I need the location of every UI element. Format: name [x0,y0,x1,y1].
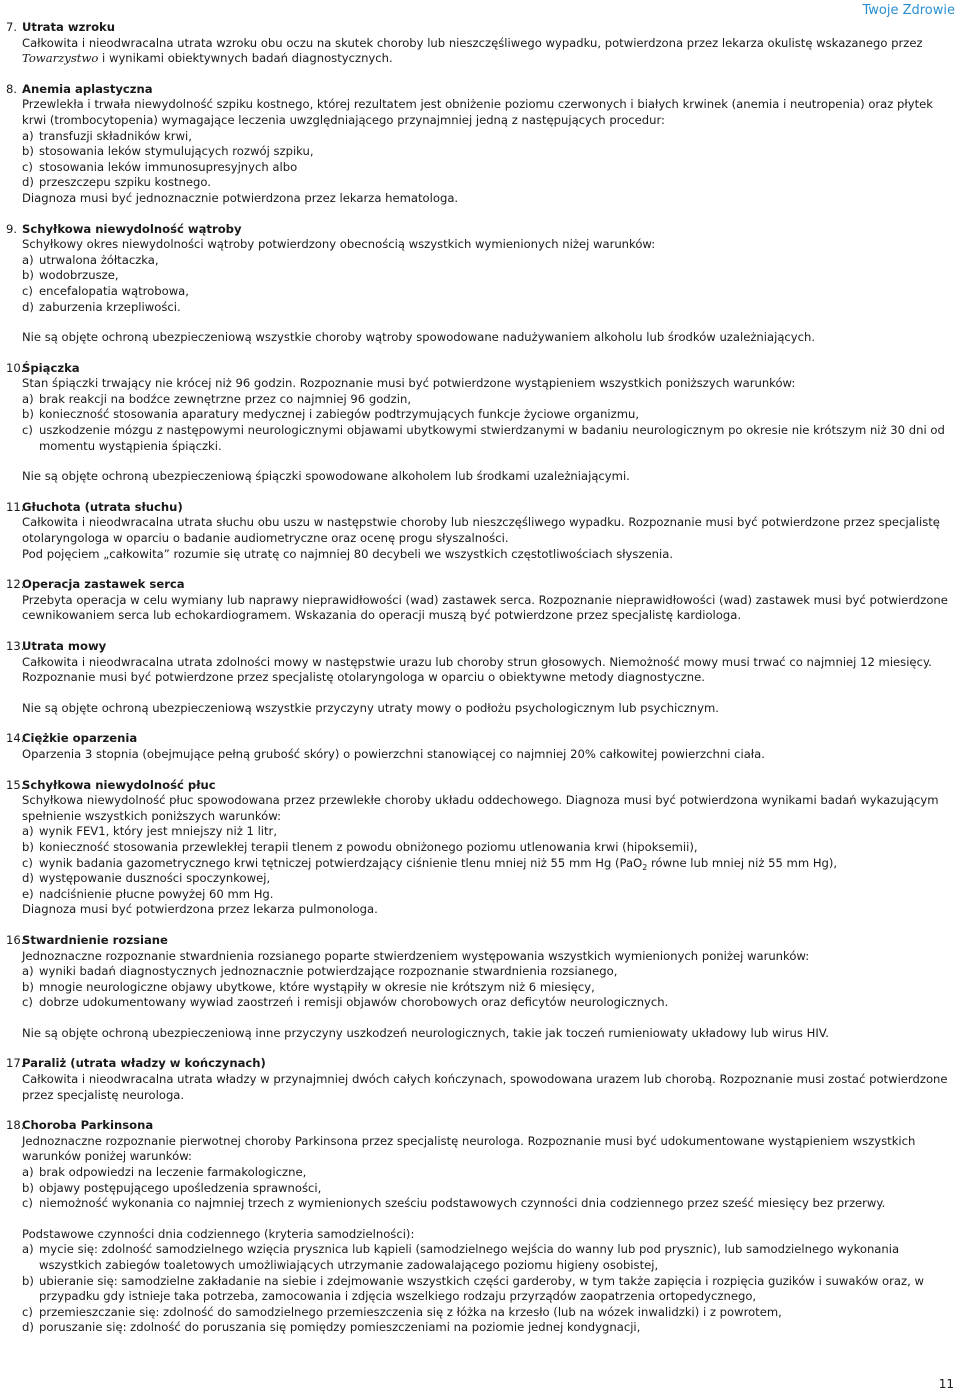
subsection-intro: Podstawowe czynności dnia codziennego (kryteria samodzielności): [22,1226,415,1241]
section-intro: Stan śpiączki trwający nie krócej niż 96 godzin. Rozpoznanie musi być potwierdzone wystąpieniem wszystkich poniższych warunków: [22,376,796,391]
list-label: a) [22,964,34,979]
section-text: Całkowita i nieodwracalna utrata władzy w przynajmniej dwóch całych kończynach, spowodowana urazem lub chorobą. Rozpoznanie musi zostać potwierdzone przez specjalistę neurologa. [22,1072,948,1102]
list-text: stosowania leków immunosupresyjnych albo [39,159,298,174]
list-text: wynik badania gazometrycznego krwi tętniczej potwierdzający ciśnienie tlenu mniej niż 55 mm Hg (PaO [39,855,643,870]
list-text: niemożność wykonania co najmniej trzech z wymienionych sześciu podstawowych czynności dnia codziennego przez sześć miesięcy bez przerwy. [39,1196,886,1211]
list-text: wynik FEV1, który jest mniejszy niż 1 litr, [39,824,278,839]
list-text: dobrze udokumentowany wywiad zaostrzeń i remisji objawów chorobowych oraz deficytów neurologicznych. [39,995,669,1010]
list-text: objawy postępującego upośledzenia sprawności, [39,1180,322,1195]
list-text: poruszanie się: zdolność do poruszania się pomiędzy pomieszczeniami na poziomie jednej kondygnacji, [39,1320,641,1335]
section-text [22,36,956,67]
list-label: c) [22,1196,33,1211]
section-title: Operacja zastawek serca [22,577,185,592]
list-label: d) [22,299,34,314]
list-text: konieczność stosowania aparatury medycznej i zabiegów podtrzymujących funkcje życiowe organizmu, [39,407,640,422]
list-text: brak odpowiedzi na leczenie farmakologiczne, [39,1165,307,1180]
list-label: c) [22,1304,33,1319]
list-item [22,407,956,423]
section-outro: Diagnoza musi być jednoznacznie potwierdzona przez lekarza hematologa. [22,190,459,205]
list-label: b) [22,979,34,994]
section-10 [6,361,956,485]
section-title: Paraliż (utrata władzy w kończynach) [22,1056,266,1071]
exclusion-note: Nie są objęte ochroną ubezpieczeniową śpiączki spowodowane alkoholem lub środkami uzależniającymi. [22,469,630,484]
list-text: przeszczepu szpiku kostnego. [39,175,211,190]
list-text: równe lub mniej niż 55 mm Hg), [647,855,838,870]
section-number: 15. [6,777,25,792]
list-label: e) [22,886,34,901]
list-item [22,980,956,996]
brand-header: Twoje Zdrowie [862,3,955,18]
section-title: Stwardnienie rozsiane [22,932,168,947]
list-item [22,1274,956,1305]
section-text: Pod pojęciem „całkowita” rozumie się utratę co najmniej 80 decybeli we wszystkich częstotliwościach słyszenia. [22,546,674,561]
list-item [22,871,956,887]
text-part: Całkowita i nieodwracalna utrata wzroku obu oczu na skutek choroby lub nieszczęśliwego wypadku, potwierdzona przez lekarza okulistę wskazanego przez [22,35,923,50]
section-12 [6,577,956,624]
list-label: a) [22,824,34,839]
list-text: wodobrzusze, [39,268,119,283]
list-label: d) [22,175,34,190]
list-label: c) [22,423,33,438]
section-8 [6,82,956,207]
section-title: Utrata mowy [22,639,107,653]
section-15 [6,778,956,918]
list-text: uszkodzenie mózgu z następowymi neurologicznymi objawami ubytkowymi stwierdzanymi w badaniu neurologicznym po okresie nie krótszym niż 30 dni od momentu wystąpienia śpiączki. [39,423,945,453]
section-16 [6,933,956,1042]
list-item [22,284,956,300]
section-14 [6,731,956,762]
list-item [22,392,956,408]
list-item [22,144,956,160]
list-label: c) [22,159,33,174]
list-label: a) [22,391,34,406]
section-intro: Przewlekła i trwała niewydolność szpiku kostnego, której rezultatem jest obniżenie poziomu czerwonych i białych krwinek (anemia i neutropenia) oraz płytek krwi (trombocytopenia) wymagające leczenia uwzględniającego przynajmniej jedną z następujących procedur: [22,97,933,127]
section-number: 10. [6,360,25,375]
list-text: transfuzji składników krwi, [39,128,192,143]
list-item [22,856,956,872]
section-text: Całkowita i nieodwracalna utrata zdolności mowy w następstwie urazu lub choroby strun głosowych. Niemożność mowy musi trwać co najmniej 12 miesięcy. Rozpoznanie musi być potwierdzone przez specjalistę otolaryngologa w oparciu o obiektywne metody diagnostyczne. [22,654,932,685]
subscript: 2 [642,862,648,872]
section-title: Schyłkowa niewydolność płuc [22,777,216,792]
section-title: Schyłkowa niewydolność wątroby [22,221,242,236]
section-number: 11. [6,499,25,514]
section-title: Głuchota (utrata słuchu) [22,499,183,514]
list-label: c) [22,855,33,870]
list-label: a) [22,1165,34,1180]
list-item [22,840,956,856]
list-item [22,423,956,454]
section-number: 8. [6,81,18,96]
list-item [22,824,956,840]
exclusion-note: Nie są objęte ochroną ubezpieczeniową wszystkie choroby wątroby spowodowane nadużywaniem alkoholu lub środków uzależniających. [22,330,816,345]
company-name: Towarzystwo [22,51,99,66]
list-item [22,1181,956,1197]
section-number: 7. [6,20,18,34]
list-text: ubieranie się: samodzielne zakładanie na siebie i zdejmowanie wszystkich części garderoby, w tym także zapięcia i rozpięcia guzików i suwaków oraz, w przypadku gdy istnieje taka potrzeba, zamocowania i zdjęcia wszelkiego rodzaju przyrządów zaopatrzenia ortopedycznego, [39,1273,924,1304]
section-7 [6,20,956,67]
list-label: b) [22,407,34,422]
page-number: 11 [938,1377,954,1391]
section-number: 18. [6,1118,25,1133]
exclusion-note: Nie są objęte ochroną ubezpieczeniową inne przyczyny uszkodzeń neurologicznych, takie jak toczeń rumieniowaty układowy lub wirus HIV. [22,1025,829,1040]
section-number: 17. [6,1056,25,1071]
list-text: brak reakcji na bodźce zewnętrzne przez co najmniej 96 godzin, [39,391,412,406]
list-text: stosowania leków stymulujących rozwój szpiku, [39,144,314,159]
section-title: Utrata wzroku [22,20,116,34]
section-number: 9. [6,221,18,236]
section-number: 13. [6,639,25,653]
list-text: zaburzenia krzepliwości. [39,299,181,314]
list-text: konieczność stosowania przewlekłej terapii tlenem z powodu obniżonego poziomu utlenowania krwi (hipoksemii), [39,839,698,854]
list-item [22,1305,956,1321]
section-13 [6,639,956,716]
list-item [22,1165,956,1181]
list-text: mnogie neurologiczne objawy ubytkowe, które wystąpiły w okresie nie krótszym niż 6 miesięcy, [39,979,595,994]
list-label: c) [22,995,33,1010]
list-item [22,268,956,284]
list-item [22,160,956,176]
list-item [22,253,956,269]
list-label: a) [22,1242,34,1257]
section-text: Przebyta operacja w celu wymiany lub naprawy nieprawidłowości (wad) zastawek serca. Rozpoznanie nieprawidłowości (wad) zastawek musi być potwierdzone cewnikowaniem serca lub echokardiogramem. Wskazania do operacji muszą być potwierdzone przez specjalistę kardiologa. [22,592,948,623]
list-label: c) [22,283,33,298]
section-title: Ciężkie oparzenia [22,731,138,746]
list-item [22,1320,956,1336]
list-text: występowanie duszności spoczynkowej, [39,871,271,886]
text-part: i wynikami obiektywnych badań diagnostycznych. [98,51,393,66]
section-number: 14. [6,731,25,746]
list-item [22,300,956,316]
section-18 [6,1118,956,1336]
section-title: Choroba Parkinsona [22,1118,154,1133]
list-label: b) [22,839,34,854]
list-text: przemieszczanie się: zdolność do samodzielnego przemieszczenia się z łóżka na krzesło (lub na wózek inwalidzki) i z powrotem, [39,1304,782,1319]
section-outro: Diagnoza musi być potwierdzona przez lekarza pulmonologa. [22,902,378,917]
list-text: encefalopatia wątrobowa, [39,283,189,298]
list-text: wyniki badań diagnostycznych jednoznacznie potwierdzające rozpoznanie stwardnienia rozsianego, [39,964,618,979]
exclusion-note: Nie są objęte ochroną ubezpieczeniową wszystkie przyczyny utraty mowy o podłożu psychologicznym lub psychicznym. [22,700,719,715]
list-label: b) [22,1273,34,1288]
section-number: 12. [6,577,25,592]
list-item [22,1242,956,1273]
list-item [22,995,956,1011]
list-label: b) [22,1180,34,1195]
list-label: b) [22,144,34,159]
list-label: a) [22,128,34,143]
section-title: Śpiączka [22,360,80,375]
list-item [22,1196,956,1212]
section-intro: Schyłkowa niewydolność płuc spowodowana przez przewlekłe choroby układu oddechowego. Diagnoza musi być potwierdzona wynikami badań wykazującym spełnienie wszystkich poniższych warunków: [22,793,939,823]
list-text: nadciśnienie płucne powyżej 60 mm Hg. [39,886,274,901]
list-item [22,129,956,145]
section-9 [6,222,956,346]
list-text: utrwalona żółtaczka, [39,252,159,267]
document-body [6,20,956,1351]
list-label: b) [22,268,34,283]
section-title: Anemia aplastyczna [22,81,153,96]
section-intro: Schyłkowy okres niewydolności wątroby potwierdzony obecnością wszystkich wymienionych niżej warunków: [22,237,656,252]
list-label: d) [22,1320,34,1335]
list-item [22,175,956,191]
section-11 [6,500,956,562]
section-number: 16. [6,932,25,947]
list-text: mycie się: zdolność samodzielnego wzięcia prysznica lub kąpieli (samodzielnego wejścia do wanny lub pod prysznic), lub samodzielnego wykonania wszystkich zabiegów toaletowych umożliwiających utrzymanie zadowalającego poziomu higieny osobistej, [39,1242,900,1272]
section-intro: Jednoznaczne rozpoznanie pierwotnej choroby Parkinsona przez specjalistę neurologa. Rozpoznanie musi być udokumentowane wystąpieniem wszystkich warunków poniżej warunków: [22,1133,916,1164]
section-text: Całkowita i nieodwracalna utrata słuchu obu uszu w następstwie choroby lub nieszczęśliwego wypadku. Rozpoznanie musi być potwierdzone przez specjalistę otolaryngologa w oparciu o badanie audiometryczne oraz ocenę progu słyszalności. [22,515,940,546]
section-text: Oparzenia 3 stopnia (obejmujące pełną grubość skóry) o powierzchni stanowiącej co najmniej 20% całkowitej powierzchni ciała. [22,746,765,761]
list-item [22,964,956,980]
list-item [22,887,956,903]
section-17 [6,1056,956,1103]
list-label: a) [22,252,34,267]
section-intro: Jednoznaczne rozpoznanie stwardnienia rozsianego poparte stwierdzeniem występowania wszystkich wymienionych poniżej warunków: [22,948,810,963]
list-label: d) [22,871,34,886]
